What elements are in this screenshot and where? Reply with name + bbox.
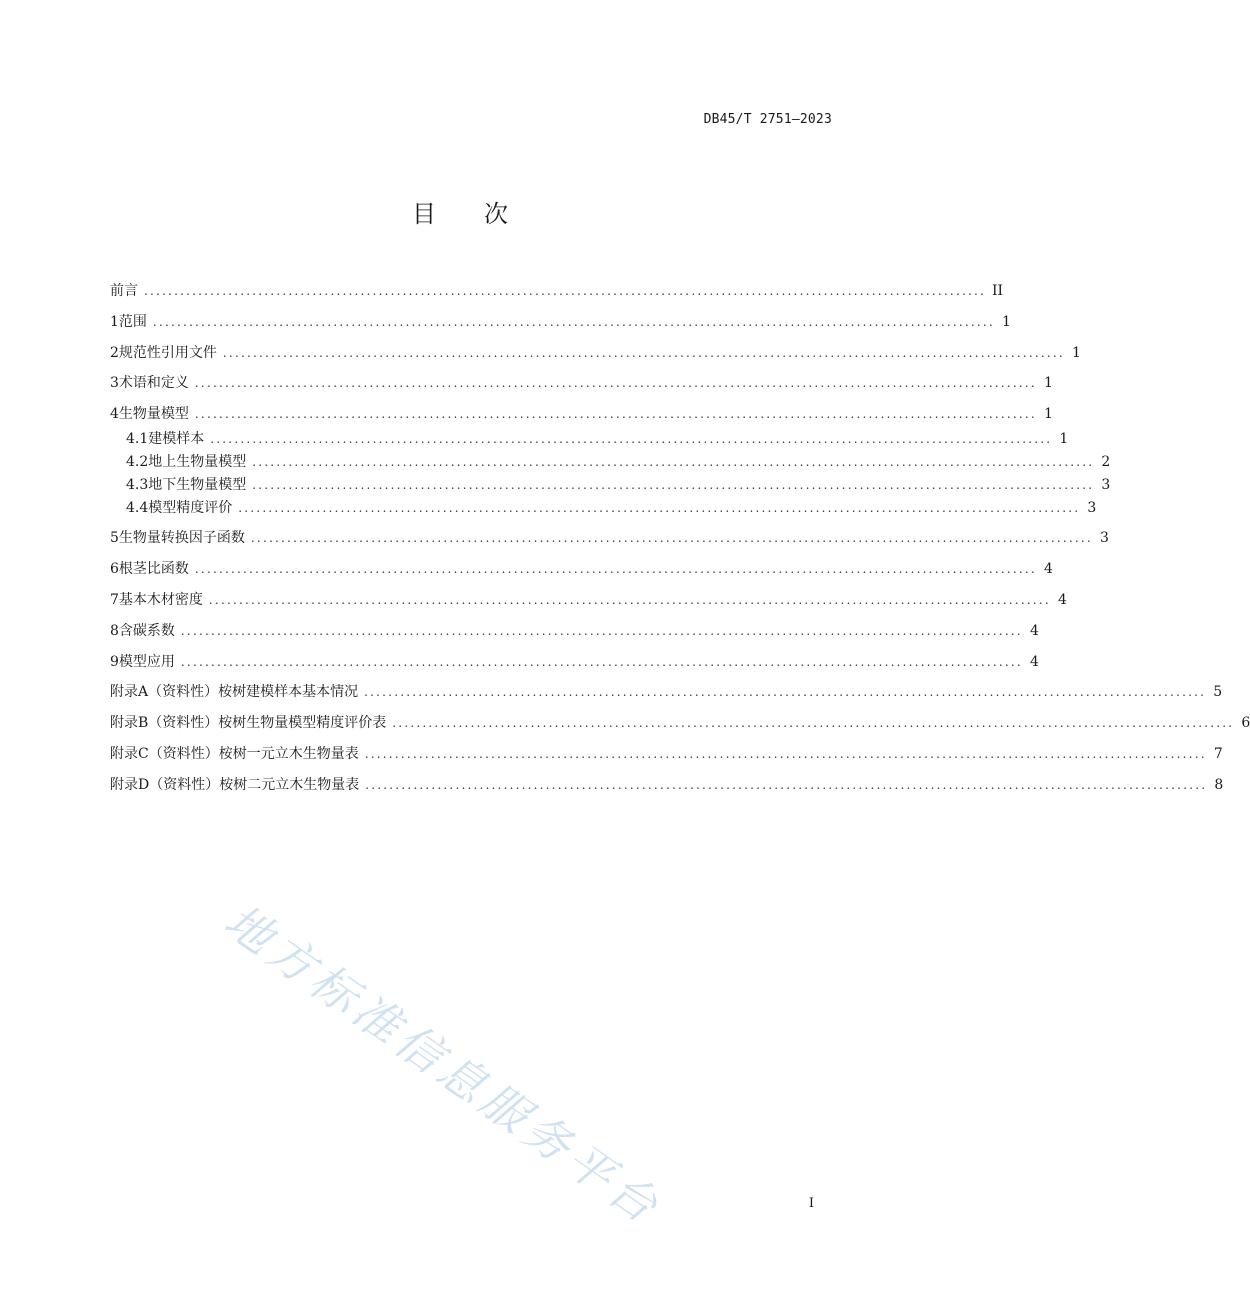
toc-entry-page: 4 bbox=[1058, 592, 1067, 608]
appendix-prefix: 附录C（资料性） bbox=[110, 746, 219, 762]
footer-page-number: I bbox=[808, 1196, 814, 1211]
toc-leader-dots: ............................................................................................................................................ bbox=[392, 716, 1235, 730]
toc-entry-label: 模型精度评价 bbox=[148, 500, 233, 516]
toc-entry-page: 5 bbox=[1213, 684, 1223, 700]
toc-entry-page: 1 bbox=[1044, 406, 1053, 422]
toc-entry-number: 4.1 bbox=[126, 431, 149, 447]
toc-entry-label: 术语和定义 bbox=[118, 375, 189, 391]
toc-leader-dots: ............................................................................................................................................ bbox=[152, 315, 995, 329]
toc-entry-page: 3 bbox=[1100, 530, 1109, 546]
toc-leader-dots: ............................................................................................................................................ bbox=[194, 562, 1037, 576]
toc-entry-4-4[interactable] bbox=[110, 499, 1097, 517]
toc-entry-label: 规范性引用文件 bbox=[118, 345, 217, 361]
toc-entry-page: 3 bbox=[1101, 477, 1111, 493]
toc-leader-dots: ............................................................................................................................................ bbox=[144, 284, 987, 298]
toc-entry-page: 1 bbox=[1072, 345, 1081, 361]
watermark: 地方标准信息服务平台 bbox=[214, 893, 672, 1236]
toc-entry-label: 模型应用 bbox=[118, 654, 175, 670]
toc-entry-page: 2 bbox=[1101, 454, 1111, 470]
toc-entry-4-1[interactable] bbox=[110, 430, 1069, 448]
toc-leader-dots: ............................................................................................................................................ bbox=[180, 655, 1023, 669]
page-title bbox=[0, 194, 920, 229]
toc-leader-dots: ............................................................................................................................................ bbox=[194, 376, 1037, 390]
toc-appendix-b[interactable] bbox=[110, 714, 1250, 732]
toc-entry-number: 5 bbox=[110, 530, 119, 546]
toc-leader-dots: ............................................................................................................................................ bbox=[222, 346, 1065, 360]
toc-entry-8[interactable] bbox=[110, 622, 1039, 640]
toc-entry-page: 3 bbox=[1087, 500, 1097, 516]
toc-entry-page: 1 bbox=[1002, 314, 1011, 330]
toc-entry-page: 6 bbox=[1241, 715, 1250, 731]
toc-entry-page: 1 bbox=[1059, 431, 1069, 447]
toc-entry-label: 地下生物量模型 bbox=[148, 477, 247, 493]
toc-entry-page: 4 bbox=[1030, 623, 1039, 639]
appendix-prefix: 附录D（资料性） bbox=[110, 777, 220, 793]
toc-entry-label: 桉树二元立木生物量表 bbox=[219, 777, 360, 793]
toc-leader-dots: ............................................................................................................................................ bbox=[238, 501, 1081, 515]
toc-entry-1[interactable] bbox=[110, 313, 1011, 331]
toc-leader-dots: ............................................................................................................................................ bbox=[180, 624, 1023, 638]
toc-entry-page: 1 bbox=[1044, 375, 1053, 391]
toc-entry-page: 8 bbox=[1214, 777, 1224, 793]
toc-leader-dots: ............................................................................................................................................ bbox=[210, 432, 1053, 446]
toc-entry-number: 1 bbox=[110, 314, 119, 330]
toc-entry-label: 建模样本 bbox=[148, 431, 205, 447]
toc-leader-dots: ............................................................................................................................................ bbox=[194, 407, 1037, 421]
appendix-prefix: 附录B（资料性） bbox=[110, 715, 219, 731]
toc-entry-7[interactable] bbox=[110, 591, 1067, 609]
toc-entry-page: 7 bbox=[1213, 746, 1223, 762]
toc-entry-label: 基本木材密度 bbox=[118, 592, 203, 608]
toc-entry-number: 6 bbox=[110, 561, 119, 577]
toc-entry-5[interactable] bbox=[110, 529, 1109, 547]
toc-appendix-c[interactable] bbox=[110, 745, 1223, 763]
appendix-prefix: 附录A（资料性） bbox=[110, 684, 219, 700]
toc-entry-9[interactable] bbox=[110, 653, 1039, 671]
toc-entry-number: 9 bbox=[110, 654, 119, 670]
toc-leader-dots: ............................................................................................................................................ bbox=[252, 455, 1095, 469]
toc-entry-number: 4.3 bbox=[126, 477, 149, 493]
toc-entry-4-2[interactable] bbox=[110, 453, 1111, 471]
toc-entry-4[interactable] bbox=[110, 405, 1053, 423]
toc-entry-page: II bbox=[992, 283, 1004, 299]
toc-leader-dots: ............................................................................................................................................ bbox=[364, 685, 1207, 699]
toc-entry-number: 4.2 bbox=[126, 454, 149, 470]
toc-entry-4-3[interactable] bbox=[110, 476, 1111, 494]
document-code: DB45/T 2751—2023 bbox=[703, 112, 832, 127]
toc-entry-number: 7 bbox=[110, 592, 119, 608]
toc-entry-number: 8 bbox=[110, 623, 119, 639]
toc-entry-3[interactable] bbox=[110, 374, 1053, 392]
toc-leader-dots: ............................................................................................................................................ bbox=[252, 478, 1095, 492]
toc-entry-preface[interactable] bbox=[110, 282, 1004, 300]
title-char-1: 目 bbox=[412, 200, 436, 228]
toc-leader-dots: ............................................................................................................................................ bbox=[208, 593, 1051, 607]
toc-entry-label: 前言 bbox=[110, 283, 138, 299]
toc-entry-number: 3 bbox=[110, 375, 119, 391]
toc-entry-label: 生物量模型 bbox=[118, 406, 189, 422]
toc-entry-2[interactable] bbox=[110, 344, 1081, 362]
toc-entry-page: 4 bbox=[1044, 561, 1053, 577]
toc-entry-number: 4 bbox=[110, 406, 119, 422]
toc-entry-label: 桉树建模样本基本情况 bbox=[218, 684, 359, 700]
toc-entry-number: 4.4 bbox=[126, 500, 149, 516]
toc-entry-label: 桉树一元立木生物量表 bbox=[218, 746, 359, 762]
toc-entry-label: 桉树生物量模型精度评价表 bbox=[218, 715, 387, 731]
toc-entry-label: 含碳系数 bbox=[118, 623, 175, 639]
toc-entry-page: 4 bbox=[1030, 654, 1039, 670]
toc-entry-label: 地上生物量模型 bbox=[148, 454, 247, 470]
toc-leader-dots: ............................................................................................................................................ bbox=[250, 531, 1093, 545]
toc-appendix-d[interactable] bbox=[110, 776, 1224, 794]
toc-entry-label: 范围 bbox=[118, 314, 147, 330]
title-char-2: 次 bbox=[484, 200, 508, 228]
toc-leader-dots: ............................................................................................................................................ bbox=[365, 778, 1208, 792]
toc-leader-dots: ............................................................................................................................................ bbox=[364, 747, 1207, 761]
toc-appendix-a[interactable] bbox=[110, 683, 1223, 701]
toc-entry-label: 根茎比函数 bbox=[118, 561, 189, 577]
toc-entry-number: 2 bbox=[110, 345, 119, 361]
toc-entry-6[interactable] bbox=[110, 560, 1053, 578]
toc-entry-label: 生物量转换因子函数 bbox=[118, 530, 245, 546]
